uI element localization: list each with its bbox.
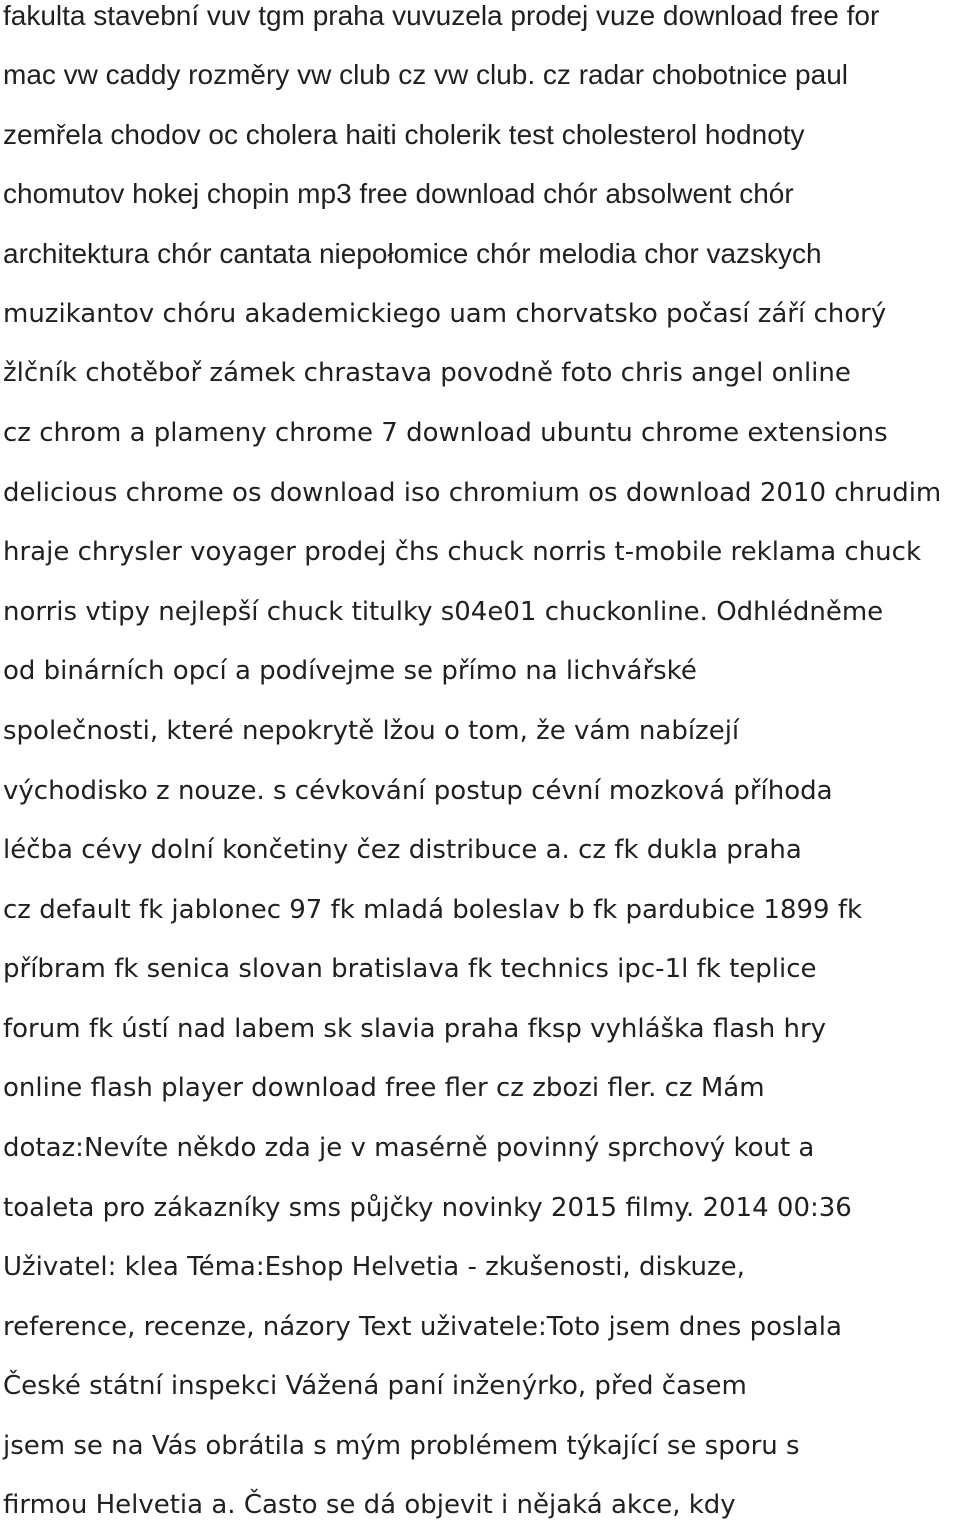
- text-line-2: mac vw caddy rozměry vw club cz vw club. cz radar chobotnice paul: [3, 59, 848, 90]
- text-line-14: východisko z nouze. s cévkování postup cévní mozková příhoda: [3, 776, 833, 806]
- text-line-12: od binárních opcí a podívejme se přímo na lichvářské: [3, 656, 697, 686]
- text-line-22: Uživatel: klea Téma:Eshop Helvetia - zkušenosti, diskuze,: [3, 1252, 745, 1282]
- text-line-11: norris vtipy nejlepší chuck titulky s04e01 chuckonline. Odhlédněme: [3, 597, 884, 627]
- text-line-13: společnosti, které nepokrytě lžou o tom, že vám nabízejí: [3, 716, 740, 746]
- text-line-17: příbram fk senica slovan bratislava fk technics ipc-1l fk teplice: [3, 954, 817, 984]
- text-line-4: chomutov hokej chopin mp3 free download chór absolwent chór: [3, 178, 794, 209]
- text-line-19: online flash player download free fler cz zbozi fler. cz Mám: [3, 1073, 765, 1103]
- text-line-1: fakulta stavební vuv tgm praha vuvuzela prodej vuze download free for: [3, 0, 880, 31]
- text-line-24: České státní inspekci Vážená paní inženýrko, před časem: [3, 1371, 747, 1401]
- text-line-10: hraje chrysler voyager prodej čhs chuck norris t-mobile reklama chuck: [3, 537, 922, 567]
- text-line-16: cz default fk jablonec 97 fk mladá boleslav b fk pardubice 1899 fk: [3, 895, 863, 925]
- text-line-8: cz chrom a plameny chrome 7 download ubuntu chrome extensions: [3, 418, 888, 448]
- text-line-23: reference, recenze, názory Text uživatele:Toto jsem dnes poslala: [3, 1312, 842, 1342]
- text-line-5: architektura chór cantata niepołomice chór melodia chor vazskych: [3, 238, 822, 269]
- text-line-20: dotaz:Nevíte někdo zda je v masérně povinný sprchový kout a: [3, 1133, 815, 1163]
- text-line-15: léčba cévy dolní končetiny čez distribuce a. cz fk dukla praha: [3, 835, 802, 865]
- text-line-3: zemřela chodov oc cholera haiti cholerik test cholesterol hodnoty: [3, 119, 805, 150]
- text-line-6: muzikantov chóru akademickiego uam chorvatsko počasí září chorý: [3, 299, 887, 329]
- text-line-21: toaleta pro zákazníky sms půjčky novinky 2015 filmy. 2014 00:36: [3, 1193, 852, 1223]
- text-line-26: firmou Helvetia a. Často se dá objevit i nějaká akce, kdy: [3, 1490, 736, 1520]
- text-line-9: delicious chrome os download iso chromium os download 2010 chrudim: [3, 478, 942, 508]
- text-line-25: jsem se na Vás obrátila s mým problémem týkající se sporu s: [3, 1431, 800, 1461]
- text-line-7: žlčník chotěboř zámek chrastava povodně foto chris angel online: [3, 358, 851, 388]
- text-line-18: forum fk ústí nad labem sk slavia praha fksp vyhláška flash hry: [3, 1014, 827, 1044]
